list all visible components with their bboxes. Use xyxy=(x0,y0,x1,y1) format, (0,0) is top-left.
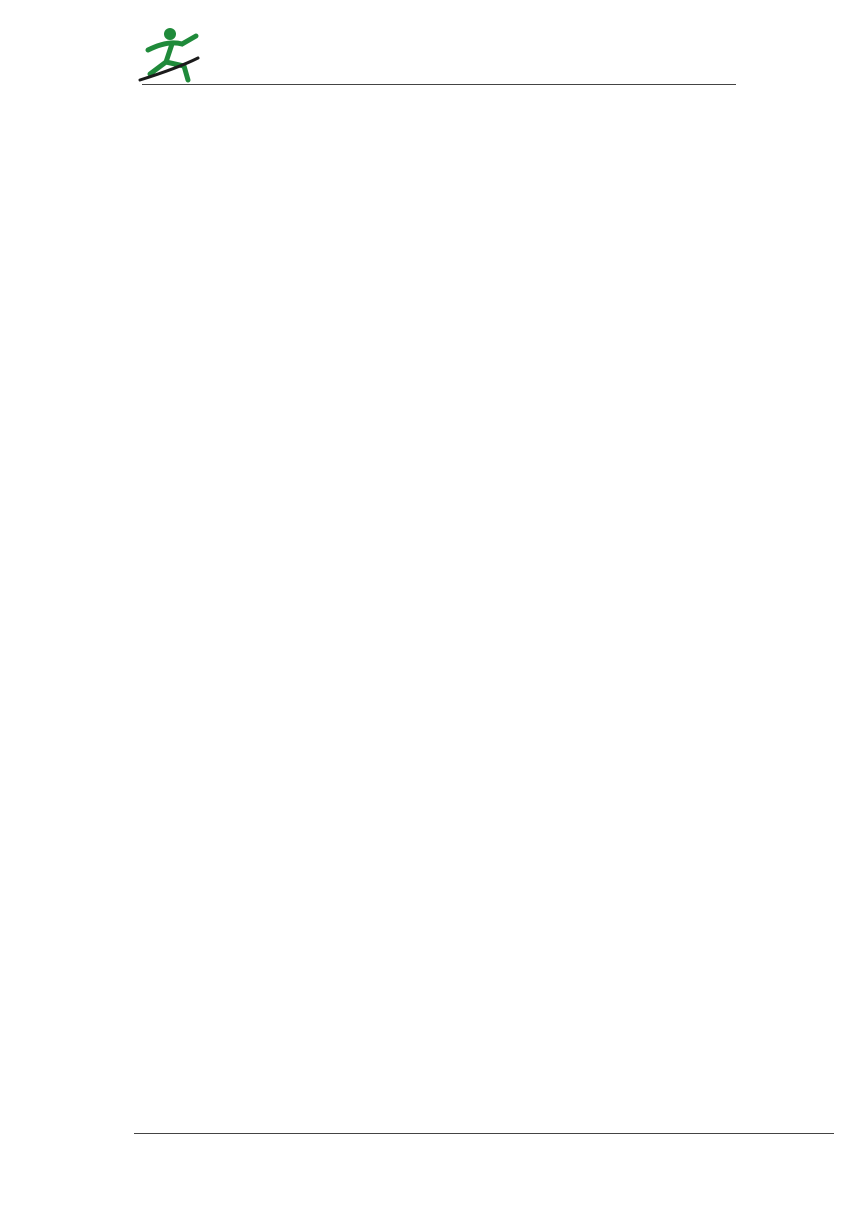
page-footer xyxy=(144,1139,182,1153)
document-body xyxy=(130,106,732,108)
header-divider xyxy=(142,84,736,85)
runner-logo-icon xyxy=(138,22,338,84)
watermark xyxy=(160,420,720,760)
page-header xyxy=(0,0,860,92)
footer-divider xyxy=(134,1133,834,1134)
site-logo[interactable] xyxy=(138,22,338,84)
